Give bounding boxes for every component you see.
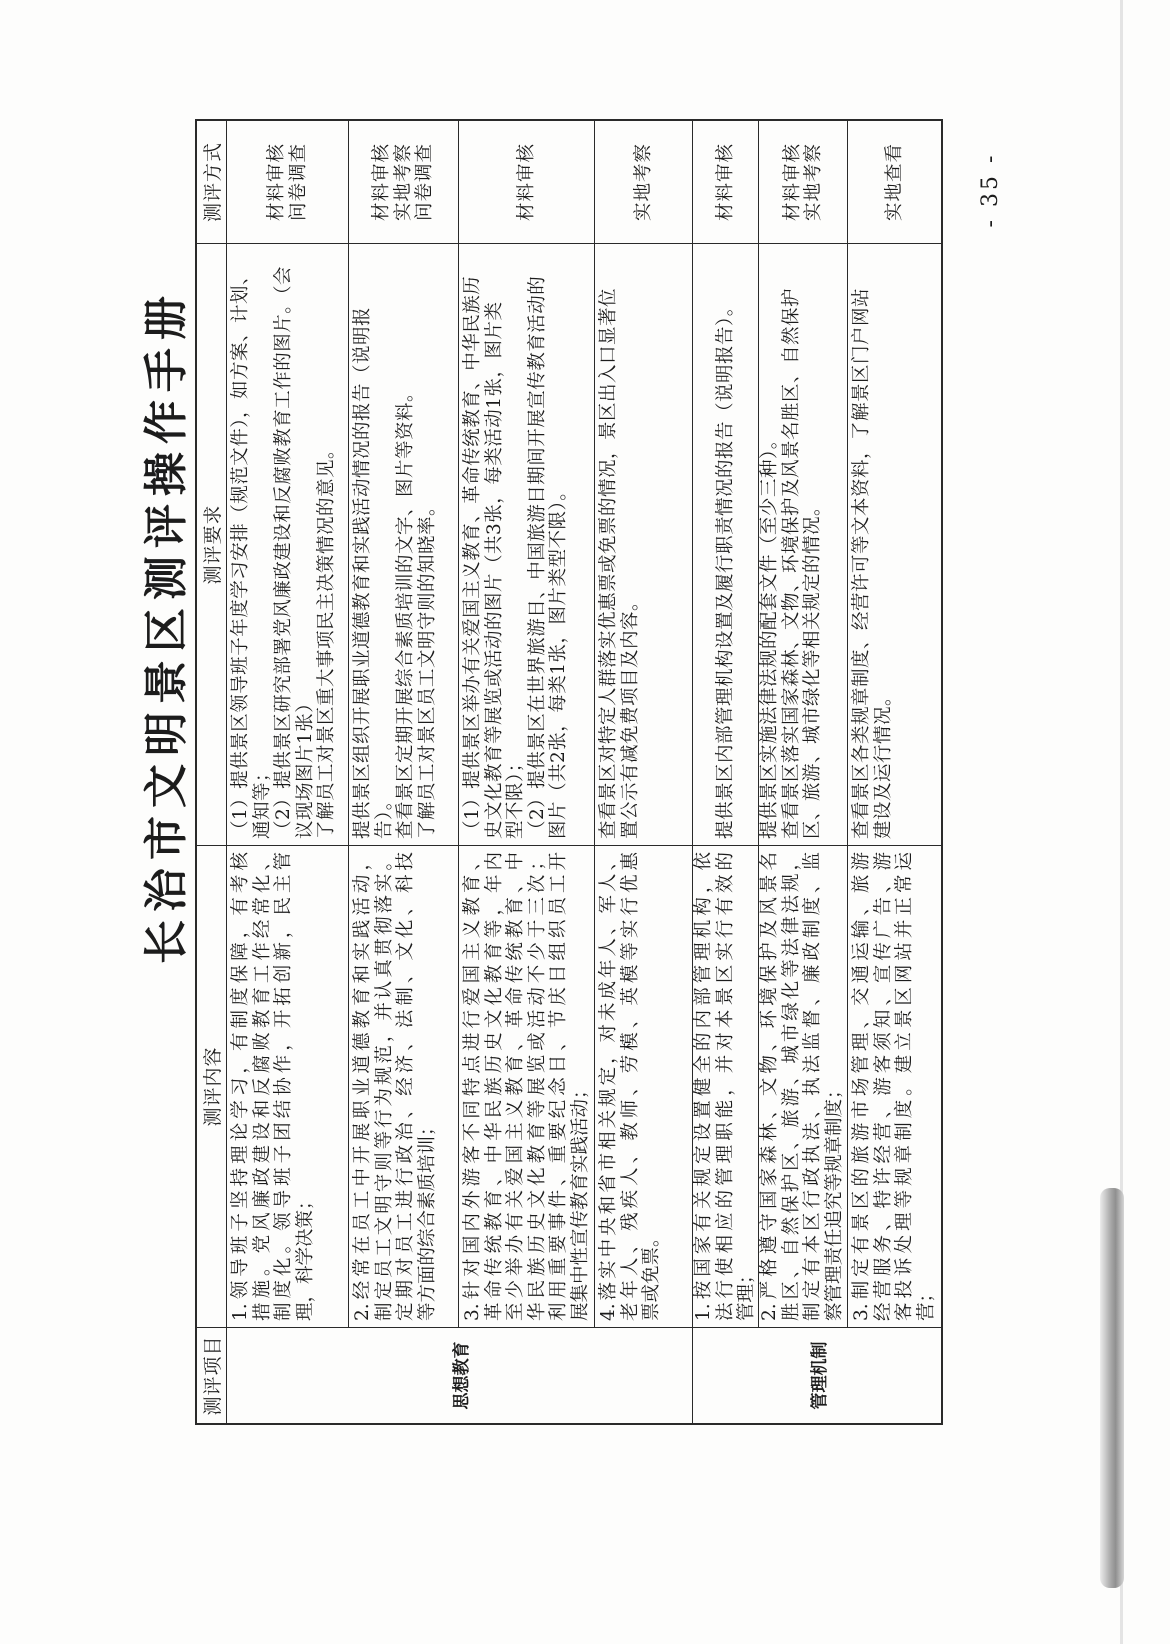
content-cell [349,846,458,1327]
requirement-line: 通知等； [251,762,273,839]
content-line: 1.按国家有关规定设置健全的内部管理机构，依 [693,852,714,1321]
requirement-cell [693,244,758,845]
page-number: - 35 - [978,152,1003,228]
content-line: 至少举办有关爱国主义教育、革命传统教育、中 [505,852,526,1321]
requirement-line: 议现场图片1张） [294,693,316,839]
header-cell-method [197,121,226,243]
content-cell [759,846,847,1327]
header-cell-item [197,1328,226,1423]
content-line: 展集中性宣传教育实践活动； [569,1080,591,1321]
header-cell-content [197,846,226,1327]
content-line: 3.制定有景区的旅游市场管理、交通运输、旅游 [851,852,872,1321]
requirement-line: （2）提供景区研究部署党风廉政建设和反腐败教育工作的图片。（会 [273,265,294,839]
content-line: 4.落实中央和省市相关规定，对未成年人、军人、 [598,852,619,1321]
document-title: 长治市文明景区测评操作手册 [141,288,192,964]
content-cell [848,846,941,1327]
content-line: 等方面的综合素质培训； [416,1117,438,1321]
content-line: 营； [915,1283,937,1321]
header-requirement-label: 测评要求 [202,504,224,585]
category-cell-management-mechanism [693,1328,941,1423]
content-line: 3.针对国内外游客不同特点进行爱国主义教育、 [462,852,483,1321]
requirement-cell [459,244,594,845]
method-cell [595,121,692,243]
requirement-line: 提供景区实施法律法规的配套文件（至少三种）。 [759,430,780,839]
requirement-line: 提供景区组织开展职业道德教育和实践活动情况的报告（说明报 [352,306,373,839]
content-line: 老年人、残疾人、教师、劳模、英模等实行优惠 [619,852,641,1321]
requirement-cell [595,244,692,845]
method-label: 问卷调查 [287,143,309,222]
requirement-line: 查看景区对特定人群落实优惠票或免票的情况，景区出入口显著位 [598,287,619,839]
requirement-line: （1）提供景区领导班子年度学习安排（规范文件），如方案、计划、 [230,265,251,839]
method-label: 材料审核 [515,143,537,222]
requirement-line: 区、旅游、城市绿化等相关规定的情况。 [802,496,823,839]
content-cell [227,846,348,1327]
requirement-line: 查看景区定期开展综合素质培训的文字、图片等资料。 [395,382,416,839]
content-line: 制度化。领导班子团结协作，开拓创新，民主管 [273,852,294,1321]
category-label: 管理机制 [809,1341,830,1410]
method-cell [459,121,594,243]
method-label: 实地考察 [392,143,414,222]
method-label: 材料审核 [781,143,803,222]
header-item-label: 测评项目 [202,1335,224,1416]
method-cell [693,121,758,243]
content-line: 革命传统教育、中华民族历史文化教育等，年内 [483,852,505,1321]
content-line: 票或免票。 [641,1228,662,1321]
content-line: 利用重要事件、重要纪念日、节庆日组织员工开 [548,852,569,1321]
requirement-line: 了解员工对景区重大事项民主决策情况的意见。 [316,439,337,839]
method-cell [759,121,847,243]
method-label: 材料审核 [266,143,287,222]
requirement-line: 提供景区内部管理机构设置及履行职责情况的报告（说明报告）。 [714,297,736,839]
content-line: 法行使相应的管理职能，并对本景区实行有效的 [714,852,736,1321]
method-label: 实地考察 [803,143,824,222]
header-cell-requirement [197,244,226,845]
method-label: 材料审核 [714,143,736,222]
requirement-line: 查看景区落实国家森林、文物、环境保护及风景名胜区、自然保护 [780,287,802,839]
content-line: 客投诉处理等规章制度。建立景区网站并正常运 [894,852,915,1321]
content-line: 措施。党风廉政建设和反腐败教育工作经常化、 [251,852,273,1321]
requirement-line: （1）提供景区举办有关爱国主义教育、革命传统教育、中华民族历 [462,275,483,839]
content-line: 经营服务、特许经营、游客须知、宣传广告、游 [872,852,894,1321]
requirement-line: 告）。 [373,791,395,839]
category-label: 思想教育 [452,1341,472,1410]
content-line: 华民族历史文化教育等展览或活动不少于三次； [526,852,548,1321]
requirement-line: 型不限）； [505,753,526,839]
content-cell [459,846,594,1327]
method-cell [227,121,348,243]
requirement-line: （2）提供景区在世界旅游日、中国旅游日期间开展宣传教育活动的 [526,275,548,839]
method-label: 材料审核 [371,143,393,222]
requirement-line: 建设及运行情况。 [872,686,894,839]
content-line: 定期对员工进行政治、经济、法制、文化、科技 [395,852,416,1321]
requirement-line: 置公示有减免费项目及内容。 [619,591,641,839]
requirement-line: 查看景区各类规章制度、经营许可等文本资料，了解景区门户网站 [851,287,872,839]
content-line: 1.领导班子坚持理论学习，有制度保障，有考核 [230,852,251,1321]
requirement-cell [759,244,847,845]
content-line: 制定员工文明守则等行为规范，并认真贯彻落实。 [373,852,395,1321]
requirement-line: 了解员工对景区员工文明守则的知晓率。 [416,496,438,839]
requirement-cell [227,244,348,845]
content-line: 制定有本区行政执法、执法监督、廉政制度、监 [802,852,823,1321]
method-cell [349,121,458,243]
requirement-cell [349,244,458,845]
requirement-line: 图片（共2张，每类1张，图片类型不限）。 [548,481,569,839]
content-line: 理，科学决策； [294,1191,316,1321]
method-cell [848,121,941,243]
content-line: 胜区、自然保护区、旅游、城市绿化等法律法规， [780,852,802,1321]
method-label: 问卷调查 [414,143,436,222]
content-line: 管理； [736,1265,757,1321]
method-label: 实地考察 [632,143,654,222]
content-line: 察管理责任追究等规章制度； [823,1080,845,1321]
evaluation-table [195,119,943,1425]
header-content-label: 测评内容 [202,1046,224,1127]
requirement-cell [848,244,941,845]
content-cell [595,846,692,1327]
content-cell [693,846,758,1327]
category-cell-ideological-education [227,1328,692,1423]
method-label: 实地查看 [883,143,905,222]
header-method-label: 测评方式 [202,142,224,223]
content-line: 2.经常在员工中开展职业道德教育和实践活动， [352,852,373,1321]
requirement-line: 史文化教育等展览或活动的图片（共3张，每类活动1张，图片类 [483,301,505,839]
content-line: 2.严格遵守国家森林、文物、环境保护及风景名 [759,852,780,1321]
